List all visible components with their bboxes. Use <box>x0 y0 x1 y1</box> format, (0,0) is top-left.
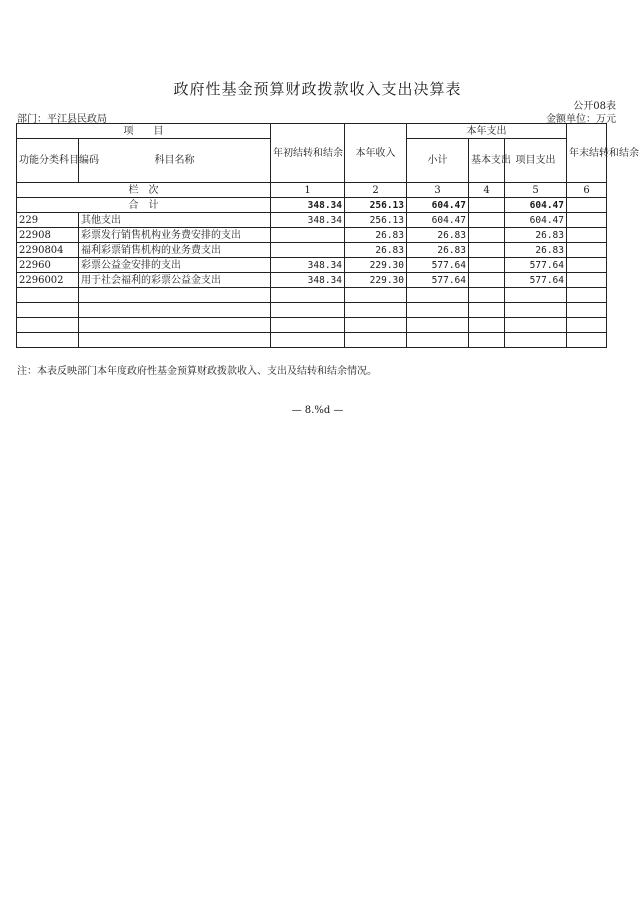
col-index-6: 6 <box>567 183 607 198</box>
empty-row <box>17 303 607 318</box>
row-project: 577.64 <box>505 273 567 288</box>
col-index-row <box>17 183 607 198</box>
row-begin: 348.34 <box>271 258 345 273</box>
col-index-1: 1 <box>271 183 345 198</box>
row-subtotal: 26.83 <box>407 228 469 243</box>
header-expense-group: 本年支出 <box>407 124 567 139</box>
page-title: 政府性基金预算财政拨款收入支出决算表 <box>173 80 462 98</box>
total-project: 604.47 <box>505 198 567 213</box>
department-label: 部门：平江县民政局 <box>17 114 107 125</box>
col-index-3: 3 <box>407 183 469 198</box>
row-basic <box>469 273 505 288</box>
row-name: 彩票公益金安排的支出 <box>79 258 271 273</box>
table-row <box>17 228 607 243</box>
total-row <box>17 198 607 213</box>
row-end <box>567 273 607 288</box>
row-code: 22960 <box>17 258 79 273</box>
total-label: 合 计 <box>17 198 271 213</box>
row-subtotal: 577.64 <box>407 258 469 273</box>
row-code: 229 <box>17 213 79 228</box>
row-end <box>567 243 607 258</box>
row-income: 229.30 <box>345 258 407 273</box>
total-end <box>567 198 607 213</box>
row-begin <box>271 243 345 258</box>
row-name: 彩票发行销售机构业务费安排的支出 <box>79 228 271 243</box>
page-number: — 8.%d — <box>291 405 344 416</box>
row-subtotal: 577.64 <box>407 273 469 288</box>
row-income: 26.83 <box>345 228 407 243</box>
row-code: 2296002 <box>17 273 79 288</box>
row-end <box>567 213 607 228</box>
row-income: 26.83 <box>345 243 407 258</box>
empty-row <box>17 333 607 348</box>
header-subject-name: 科目名称 <box>79 139 271 183</box>
header-project: 项 目 <box>17 124 271 139</box>
row-name: 福利彩票销售机构的业务费支出 <box>79 243 271 258</box>
table-row <box>17 273 607 288</box>
header-begin-balance: 年初结转和结余 <box>271 124 345 183</box>
amount-unit-label: 金额单位：万元 <box>546 114 616 125</box>
table-note: 注：本表反映部门本年度政府性基金预算财政拨款收入、支出及结转和结余情况。 <box>17 366 377 377</box>
row-begin: 348.34 <box>271 273 345 288</box>
total-subtotal: 604.47 <box>407 198 469 213</box>
row-project: 604.47 <box>505 213 567 228</box>
col-index-5: 5 <box>505 183 567 198</box>
header-subtotal: 小计 <box>407 139 469 183</box>
header-func-code: 功能分类科目编码 <box>17 139 79 183</box>
header-end-balance: 年末结转和结余 <box>567 124 607 183</box>
table-row <box>17 258 607 273</box>
row-project: 577.64 <box>505 258 567 273</box>
row-project: 26.83 <box>505 243 567 258</box>
row-code: 22908 <box>17 228 79 243</box>
table-row <box>17 243 607 258</box>
col-index-4: 4 <box>469 183 505 198</box>
total-begin: 348.34 <box>271 198 345 213</box>
table-row <box>17 213 607 228</box>
header-basic: 基本支出 <box>469 139 505 183</box>
header-project-exp: 项目支出 <box>505 139 567 183</box>
row-project: 26.83 <box>505 228 567 243</box>
header-row-1 <box>17 124 607 139</box>
row-name: 其他支出 <box>79 213 271 228</box>
fund-budget-table <box>16 123 639 348</box>
row-name: 用于社会福利的彩票公益金支出 <box>79 273 271 288</box>
row-end <box>567 228 607 243</box>
form-number: 公开08表 <box>573 101 616 112</box>
empty-row <box>17 318 607 333</box>
row-subtotal: 604.47 <box>407 213 469 228</box>
row-income: 256.13 <box>345 213 407 228</box>
col-index-label: 栏 次 <box>17 183 271 198</box>
row-begin: 348.34 <box>271 213 345 228</box>
row-basic <box>469 258 505 273</box>
col-index-2: 2 <box>345 183 407 198</box>
row-income: 229.30 <box>345 273 407 288</box>
row-begin <box>271 228 345 243</box>
empty-row <box>17 288 607 303</box>
total-basic <box>469 198 505 213</box>
header-income: 本年收入 <box>345 124 407 183</box>
row-basic <box>469 228 505 243</box>
row-basic <box>469 213 505 228</box>
row-end <box>567 258 607 273</box>
total-income: 256.13 <box>345 198 407 213</box>
row-subtotal: 26.83 <box>407 243 469 258</box>
row-code: 2290804 <box>17 243 79 258</box>
row-basic <box>469 243 505 258</box>
